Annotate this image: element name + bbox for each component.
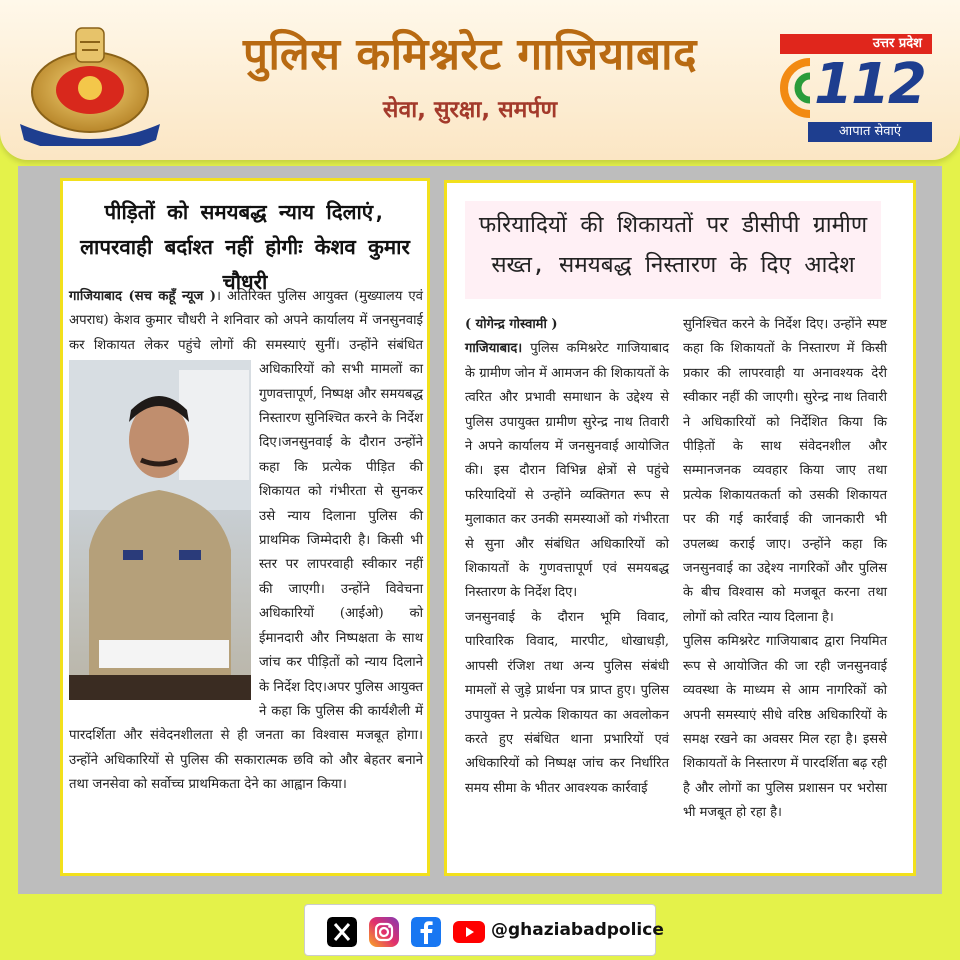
emergency-service-label: आपात सेवाएं: [808, 122, 932, 142]
emergency-number: 112: [814, 52, 925, 117]
left-dateline: गाजियाबाद (सच कहूँ न्यूज ): [69, 289, 216, 304]
right-column-2: [683, 313, 887, 826]
social-handle[interactable]: @ghaziabadpolice: [491, 920, 664, 940]
right-col1-para1: पुलिस कमिश्नरेट गाजियाबाद के ग्रामीण जोन में आमजन की शिकायतों के त्वरित और प्रभावी समाधान के उद्देश्य से पुलिस उपायुक्त ग्रामीण सुरेन्द्र नाथ तिवारी ने अपने कार्यालय में जनसुनवाई आयोजित की। इस दौरान विभिन्न क्षेत्रों से पहुंचे फरियादियों से उन्होंने व्यक्तिगत रूप से मुलाकात कर उनकी समस्याओं को गंभीरता से सुना और संबंधित अधिकारियों को शिकायतों के गुणवत्तापूर्ण एवं समयबद्ध निस्तारण के निर्देश दिए।: [465, 341, 669, 601]
social-media-bar: [304, 904, 664, 956]
right-news-clipping: [444, 180, 916, 876]
right-dateline: गाजियाबाद।: [465, 341, 523, 357]
right-col1-para2: जनसुनवाई के दौरान भूमि विवाद, पारिवारिक विवाद, मारपीट, धोखाधड़ी, आपसी रंजिश तथा अन्य पुलिस संबंधी मामलों से जुड़े प्रार्थना पत्र प्राप्त हुए। पुलिस उपायुक्त ने प्रत्येक शिकायत का अवलोकन करते हुए संबंधित थाना प्रभारियों एवं अधिकारियों को निष्पक्ष जांच कर निर्धारित समय सीमा के भीतर आवश्यक कार्रवाई: [465, 609, 669, 796]
header-subtitle: सेवा, सुरक्षा, समर्पण: [382, 97, 558, 123]
instagram-icon[interactable]: [369, 917, 399, 947]
header-title: पुलिस कमिश्नरेट गाजियाबाद: [243, 29, 697, 80]
officer-figure: [69, 360, 251, 700]
left-news-clipping: [60, 178, 430, 876]
header-banner: [0, 0, 960, 160]
officer-photo: [69, 360, 251, 700]
up-police-emblem: [14, 18, 166, 146]
right-headline: फरियादियों की शिकायतों पर डीसीपी ग्रामीण सख्त, समयबद्ध निस्तारण के दिए आदेश: [478, 212, 868, 278]
right-column-1: [465, 313, 669, 801]
left-intro: । अतिरिक्त पुलिस आयुक्त (मुख्यालय एवं अपराध) केशव कुमार चौधरी ने शनिवार को अपने कार्यालय में जनसुनवाई कर शिकायत लेकर पहुंचे लोगों की समस्याएं सुनीं। उन्होंने: [69, 289, 424, 353]
right-col2-para2: पुलिस कमिश्नरेट गाजियाबाद द्वारा नियमित रूप से आयोजित की जा रही जनसुनवाई व्यवस्था के माध्यम से आम नागरिकों को अपनी समस्याएं सीधे वरिष्ठ अधिकारियों के समक्ष रखने का अवसर मिल रहा है। इससे शिकायतों के निस्तारण में पारदर्शिता बढ़ रही है और लोगों का पुलिस प्रशासन पर भरोसा भी मजबूत हो रहा है।: [683, 634, 887, 821]
left-headline: पीड़ितों को समयबद्ध न्याय दिलाएं, लापरवाही बर्दाश्त नहीं होगीः केशव कुमार चौधरी: [80, 200, 410, 294]
left-article-body: [69, 285, 423, 798]
right-byline: ( योगेन्द्र गोस्वामी ): [465, 317, 558, 332]
facebook-icon[interactable]: [411, 917, 441, 947]
youtube-icon[interactable]: [453, 917, 485, 947]
emergency-112-logo: [780, 34, 932, 142]
x-icon[interactable]: [327, 917, 357, 947]
left-body-text: संबंधित अधिकारियों को सभी मामलों का गुणवत्तापूर्ण, निष्पक्ष और समयबद्ध निस्तारण सुनिश्चित करने के निर्देश दिए।जनसुनवाई के दौरान उन्होंने कहा कि प्रत्येक पीड़ित की शिकायत को गंभीरता से सुनकर उसे न्याय दिलाना पुलिस की प्राथमिक जिम्मेदारी है। किसी भी स्तर पर लापरवाही स्वीकार नहीं की जाएगी। उन्होंने विवेचना अधिकारियों (आईओ) को ईमानदारी और निष्पक्षता के साथ जांच कर पीड़ितों को न्याय दिलाने के निर्देश दिए।अपर पुलिस आयुक्त ने कहा कि पुलिस की कार्यशैली में पारदर्शिता और संवेदनशीलता से ही जनता का विश्वास मजबूत होगा। उन्होंने अधिकारियों से पुलिस की सकारात्मक छवि को और बेहतर बनाने तथा जनसेवा को सर्वोच्च प्राथमिकता देने का आह्वान किया।: [69, 337, 424, 793]
right-col2-para1: सुनिश्चित करने के निर्देश दिए। उन्होंने स्पष्ट कहा कि शिकायतों के निस्तारण में किसी प्रकार की लापरवाही या अनावश्यक देरी स्वीकार नहीं की जाएगी। सुरेन्द्र नाथ तिवारी ने अधिकारियों को निर्देशित किया कि पीड़ितों के साथ संवेदनशील और सम्मानजनक व्यवहार किया जाए तथा प्रत्येक शिकायतकर्ता को उसकी शिकायत पर की गई कार्रवाई की जानकारी भी उपलब्ध कराई जाए। उन्होंने कहा कि जनसुनवाई का उद्देश्य नागरिकों और पुलिस के बीच विश्वास को मजबूत करना तथा लोगों को त्वरित न्याय दिलाना है।: [683, 317, 887, 625]
emergency-state-label: उत्तर प्रदेश: [780, 34, 932, 54]
